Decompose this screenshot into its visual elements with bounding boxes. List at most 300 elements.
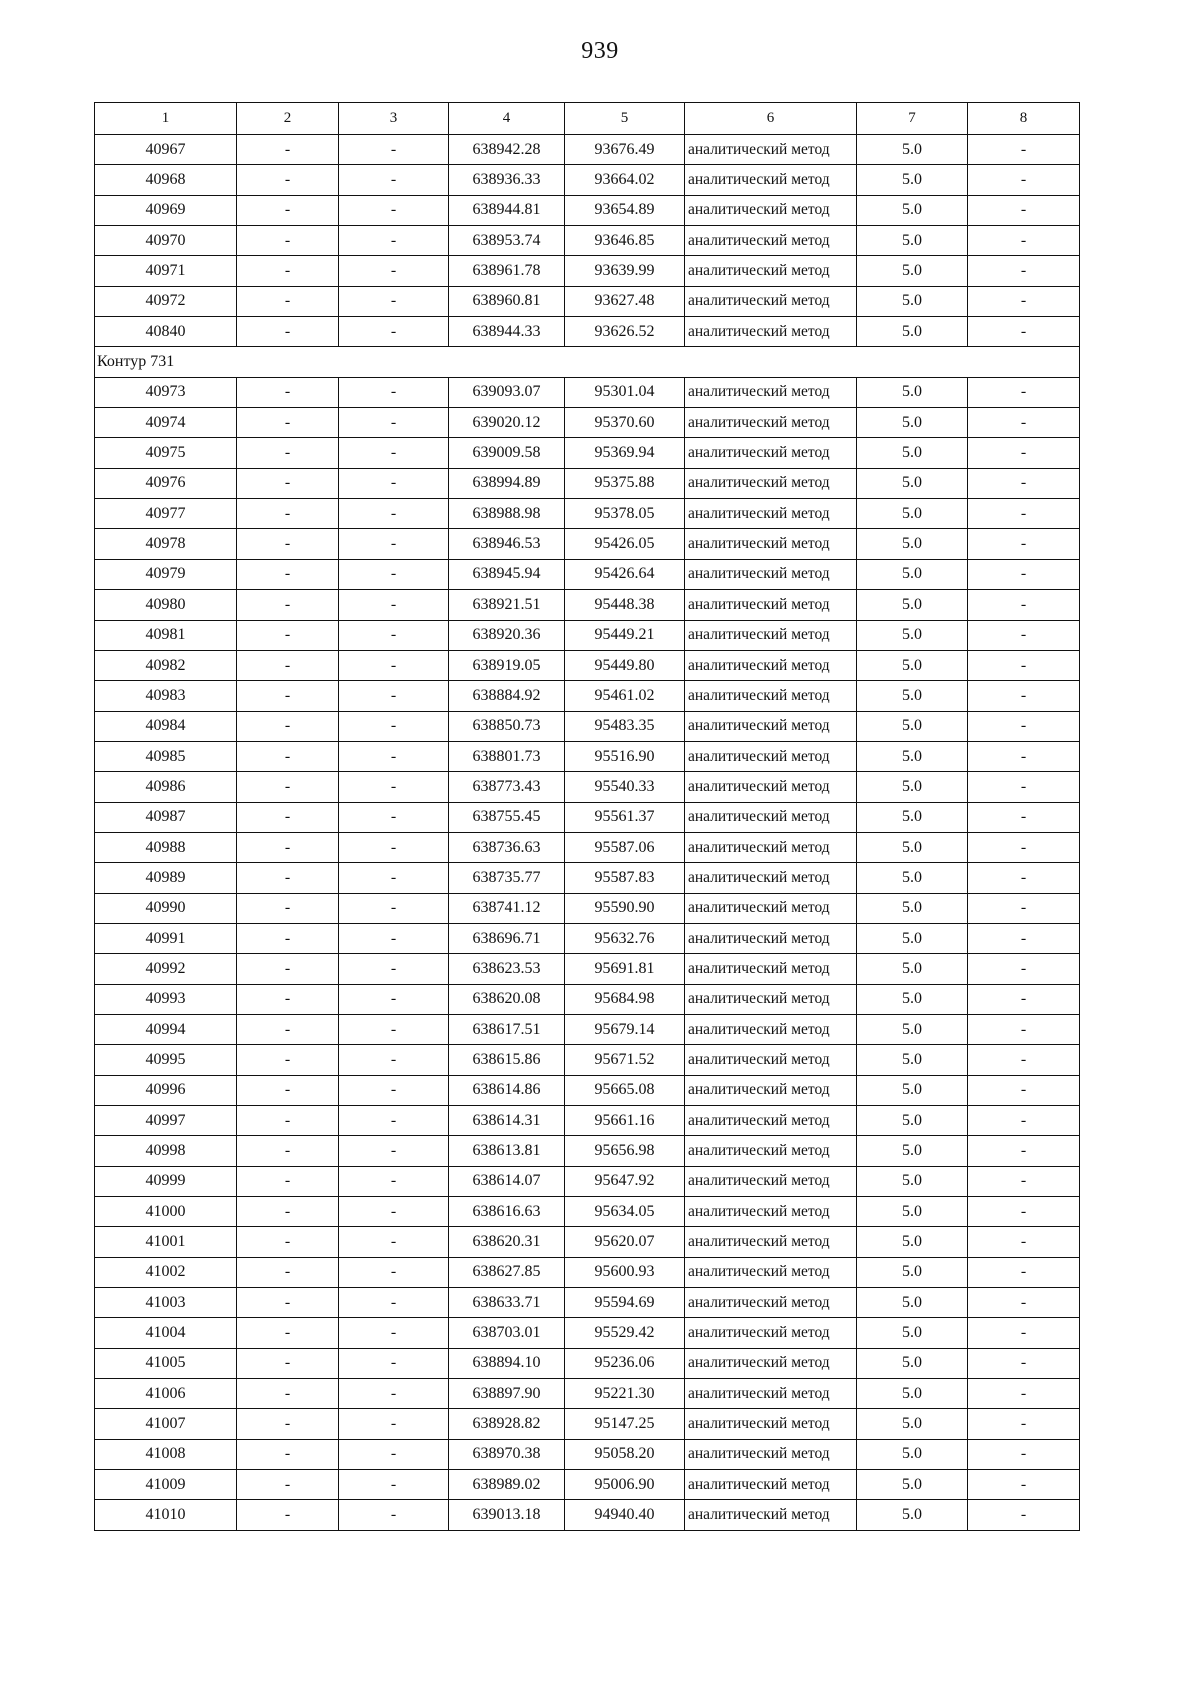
cell-coord-x: 638884.92 xyxy=(449,681,565,711)
cell-method: аналитический метод xyxy=(685,135,857,165)
cell-col-3: - xyxy=(339,1288,449,1318)
cell-col-8: - xyxy=(968,741,1080,771)
cell-col-2: - xyxy=(237,135,339,165)
cell-method: аналитический метод xyxy=(685,923,857,953)
cell-coord-y: 95375.88 xyxy=(565,468,685,498)
cell-accuracy: 5.0 xyxy=(857,832,968,862)
cell-col-8: - xyxy=(968,1197,1080,1227)
cell-col-2: - xyxy=(237,1227,339,1257)
cell-accuracy: 5.0 xyxy=(857,529,968,559)
cell-col-2: - xyxy=(237,286,339,316)
cell-col-3: - xyxy=(339,1257,449,1287)
cell-col-8: - xyxy=(968,256,1080,286)
cell-method: аналитический метод xyxy=(685,1166,857,1196)
cell-coord-x: 638613.81 xyxy=(449,1136,565,1166)
cell-point-number: 41002 xyxy=(95,1257,237,1287)
cell-accuracy: 5.0 xyxy=(857,195,968,225)
cell-col-2: - xyxy=(237,1166,339,1196)
cell-col-2: - xyxy=(237,1045,339,1075)
cell-coord-y: 95620.07 xyxy=(565,1227,685,1257)
cell-col-3: - xyxy=(339,802,449,832)
cell-col-2: - xyxy=(237,377,339,407)
cell-col-2: - xyxy=(237,1318,339,1348)
cell-point-number: 40991 xyxy=(95,923,237,953)
cell-col-3: - xyxy=(339,317,449,347)
cell-point-number: 40978 xyxy=(95,529,237,559)
cell-point-number: 40986 xyxy=(95,772,237,802)
cell-coord-y: 95147.25 xyxy=(565,1409,685,1439)
cell-accuracy: 5.0 xyxy=(857,377,968,407)
cell-col-3: - xyxy=(339,499,449,529)
cell-point-number: 40969 xyxy=(95,195,237,225)
cell-coord-y: 95561.37 xyxy=(565,802,685,832)
cell-coord-x: 638928.82 xyxy=(449,1409,565,1439)
cell-accuracy: 5.0 xyxy=(857,499,968,529)
table-row xyxy=(95,1379,1080,1409)
section-title: Контур 731 xyxy=(95,347,1080,377)
cell-coord-y: 95448.38 xyxy=(565,590,685,620)
cell-col-2: - xyxy=(237,863,339,893)
cell-col-8: - xyxy=(968,832,1080,862)
cell-col-8: - xyxy=(968,1379,1080,1409)
cell-coord-x: 638944.33 xyxy=(449,317,565,347)
cell-method: аналитический метод xyxy=(685,1500,857,1530)
cell-col-3: - xyxy=(339,772,449,802)
cell-point-number: 41003 xyxy=(95,1288,237,1318)
cell-point-number: 40983 xyxy=(95,681,237,711)
column-header-7: 7 xyxy=(857,103,968,135)
cell-coord-y: 95426.64 xyxy=(565,559,685,589)
cell-coord-y: 93646.85 xyxy=(565,226,685,256)
cell-point-number: 40994 xyxy=(95,1014,237,1044)
cell-col-3: - xyxy=(339,1227,449,1257)
cell-col-8: - xyxy=(968,1470,1080,1500)
table-row xyxy=(95,832,1080,862)
cell-coord-y: 95301.04 xyxy=(565,377,685,407)
table-row xyxy=(95,377,1080,407)
cell-method: аналитический метод xyxy=(685,1379,857,1409)
cell-accuracy: 5.0 xyxy=(857,468,968,498)
cell-method: аналитический метод xyxy=(685,954,857,984)
table-row xyxy=(95,741,1080,771)
table-row xyxy=(95,317,1080,347)
cell-point-number: 40989 xyxy=(95,863,237,893)
cell-accuracy: 5.0 xyxy=(857,1197,968,1227)
cell-coord-x: 638773.43 xyxy=(449,772,565,802)
cell-method: аналитический метод xyxy=(685,1045,857,1075)
cell-col-8: - xyxy=(968,1500,1080,1530)
cell-col-3: - xyxy=(339,832,449,862)
cell-method: аналитический метод xyxy=(685,681,857,711)
cell-col-2: - xyxy=(237,772,339,802)
cell-col-3: - xyxy=(339,377,449,407)
cell-col-8: - xyxy=(968,438,1080,468)
cell-method: аналитический метод xyxy=(685,1257,857,1287)
cell-accuracy: 5.0 xyxy=(857,1288,968,1318)
cell-col-8: - xyxy=(968,1257,1080,1287)
column-header-5: 5 xyxy=(565,103,685,135)
cell-method: аналитический метод xyxy=(685,1318,857,1348)
cell-col-3: - xyxy=(339,1439,449,1469)
cell-col-2: - xyxy=(237,468,339,498)
table-row xyxy=(95,1500,1080,1530)
cell-col-8: - xyxy=(968,620,1080,650)
cell-coord-y: 95647.92 xyxy=(565,1166,685,1196)
cell-point-number: 41000 xyxy=(95,1197,237,1227)
cell-accuracy: 5.0 xyxy=(857,438,968,468)
cell-col-3: - xyxy=(339,1014,449,1044)
table-row xyxy=(95,1439,1080,1469)
cell-col-8: - xyxy=(968,863,1080,893)
cell-coord-x: 638801.73 xyxy=(449,741,565,771)
cell-coord-x: 638919.05 xyxy=(449,650,565,680)
cell-method: аналитический метод xyxy=(685,832,857,862)
cell-coord-x: 638921.51 xyxy=(449,590,565,620)
cell-col-8: - xyxy=(968,286,1080,316)
cell-coord-x: 638620.31 xyxy=(449,1227,565,1257)
cell-method: аналитический метод xyxy=(685,1075,857,1105)
cell-point-number: 40997 xyxy=(95,1106,237,1136)
cell-method: аналитический метод xyxy=(685,772,857,802)
cell-point-number: 40985 xyxy=(95,741,237,771)
cell-col-8: - xyxy=(968,772,1080,802)
cell-col-8: - xyxy=(968,1318,1080,1348)
table-row xyxy=(95,1166,1080,1196)
cell-accuracy: 5.0 xyxy=(857,1106,968,1136)
cell-coord-y: 95590.90 xyxy=(565,893,685,923)
cell-accuracy: 5.0 xyxy=(857,863,968,893)
column-header-3: 3 xyxy=(339,103,449,135)
cell-method: аналитический метод xyxy=(685,741,857,771)
cell-col-2: - xyxy=(237,1409,339,1439)
cell-col-8: - xyxy=(968,1014,1080,1044)
cell-point-number: 40980 xyxy=(95,590,237,620)
table-row xyxy=(95,650,1080,680)
cell-coord-y: 93664.02 xyxy=(565,165,685,195)
cell-point-number: 40998 xyxy=(95,1136,237,1166)
cell-coord-y: 95691.81 xyxy=(565,954,685,984)
cell-coord-x: 638942.28 xyxy=(449,135,565,165)
cell-coord-x: 638741.12 xyxy=(449,893,565,923)
cell-col-3: - xyxy=(339,408,449,438)
cell-coord-y: 95058.20 xyxy=(565,1439,685,1469)
cell-col-8: - xyxy=(968,1348,1080,1378)
cell-point-number: 40973 xyxy=(95,377,237,407)
cell-method: аналитический метод xyxy=(685,1288,857,1318)
coordinates-table xyxy=(94,102,1080,1531)
cell-col-2: - xyxy=(237,1106,339,1136)
cell-coord-x: 638945.94 xyxy=(449,559,565,589)
cell-method: аналитический метод xyxy=(685,620,857,650)
cell-col-3: - xyxy=(339,1106,449,1136)
cell-col-8: - xyxy=(968,1106,1080,1136)
cell-accuracy: 5.0 xyxy=(857,772,968,802)
cell-coord-y: 95661.16 xyxy=(565,1106,685,1136)
cell-accuracy: 5.0 xyxy=(857,1136,968,1166)
cell-accuracy: 5.0 xyxy=(857,1014,968,1044)
cell-point-number: 40972 xyxy=(95,286,237,316)
cell-coord-x: 639009.58 xyxy=(449,438,565,468)
table-row xyxy=(95,468,1080,498)
cell-accuracy: 5.0 xyxy=(857,165,968,195)
table-row xyxy=(95,1136,1080,1166)
cell-method: аналитический метод xyxy=(685,1136,857,1166)
cell-coord-x: 638614.07 xyxy=(449,1166,565,1196)
cell-col-3: - xyxy=(339,559,449,589)
column-header-2: 2 xyxy=(237,103,339,135)
table-row xyxy=(95,1257,1080,1287)
cell-method: аналитический метод xyxy=(685,377,857,407)
cell-coord-y: 95483.35 xyxy=(565,711,685,741)
cell-coord-x: 638994.89 xyxy=(449,468,565,498)
cell-col-2: - xyxy=(237,1075,339,1105)
cell-coord-y: 95665.08 xyxy=(565,1075,685,1105)
cell-col-3: - xyxy=(339,438,449,468)
cell-col-3: - xyxy=(339,1348,449,1378)
cell-method: аналитический метод xyxy=(685,1014,857,1044)
cell-coord-y: 95634.05 xyxy=(565,1197,685,1227)
cell-method: аналитический метод xyxy=(685,863,857,893)
cell-point-number: 40968 xyxy=(95,165,237,195)
cell-point-number: 40976 xyxy=(95,468,237,498)
table-row xyxy=(95,408,1080,438)
cell-coord-y: 95370.60 xyxy=(565,408,685,438)
cell-coord-y: 93626.52 xyxy=(565,317,685,347)
table-row xyxy=(95,256,1080,286)
cell-coord-x: 638920.36 xyxy=(449,620,565,650)
cell-point-number: 41010 xyxy=(95,1500,237,1530)
cell-col-8: - xyxy=(968,529,1080,559)
cell-col-3: - xyxy=(339,923,449,953)
cell-col-2: - xyxy=(237,529,339,559)
cell-point-number: 40999 xyxy=(95,1166,237,1196)
cell-point-number: 41009 xyxy=(95,1470,237,1500)
cell-col-3: - xyxy=(339,681,449,711)
cell-accuracy: 5.0 xyxy=(857,1075,968,1105)
cell-method: аналитический метод xyxy=(685,286,857,316)
table-row xyxy=(95,499,1080,529)
cell-coord-x: 638960.81 xyxy=(449,286,565,316)
cell-col-8: - xyxy=(968,954,1080,984)
cell-col-3: - xyxy=(339,468,449,498)
cell-col-3: - xyxy=(339,863,449,893)
cell-col-8: - xyxy=(968,893,1080,923)
cell-col-2: - xyxy=(237,226,339,256)
cell-accuracy: 5.0 xyxy=(857,1227,968,1257)
table-row xyxy=(95,954,1080,984)
cell-coord-x: 638961.78 xyxy=(449,256,565,286)
cell-col-2: - xyxy=(237,438,339,468)
cell-col-8: - xyxy=(968,1409,1080,1439)
cell-coord-x: 638703.01 xyxy=(449,1318,565,1348)
cell-point-number: 40993 xyxy=(95,984,237,1014)
cell-coord-y: 95516.90 xyxy=(565,741,685,771)
cell-col-3: - xyxy=(339,893,449,923)
cell-coord-x: 638897.90 xyxy=(449,1379,565,1409)
cell-accuracy: 5.0 xyxy=(857,1409,968,1439)
cell-coord-y: 94940.40 xyxy=(565,1500,685,1530)
cell-coord-y: 95426.05 xyxy=(565,529,685,559)
table-row xyxy=(95,226,1080,256)
cell-accuracy: 5.0 xyxy=(857,1318,968,1348)
table-row xyxy=(95,893,1080,923)
table-row xyxy=(95,802,1080,832)
cell-point-number: 40971 xyxy=(95,256,237,286)
cell-col-8: - xyxy=(968,711,1080,741)
page-number: 939 xyxy=(581,38,619,64)
table-row xyxy=(95,165,1080,195)
cell-coord-y: 95600.93 xyxy=(565,1257,685,1287)
cell-coord-y: 93627.48 xyxy=(565,286,685,316)
cell-method: аналитический метод xyxy=(685,1227,857,1257)
cell-accuracy: 5.0 xyxy=(857,1348,968,1378)
cell-method: аналитический метод xyxy=(685,559,857,589)
cell-col-3: - xyxy=(339,590,449,620)
cell-coord-y: 95540.33 xyxy=(565,772,685,802)
cell-accuracy: 5.0 xyxy=(857,1500,968,1530)
cell-point-number: 41005 xyxy=(95,1348,237,1378)
cell-point-number: 41007 xyxy=(95,1409,237,1439)
cell-coord-y: 95461.02 xyxy=(565,681,685,711)
cell-coord-y: 95671.52 xyxy=(565,1045,685,1075)
cell-point-number: 41001 xyxy=(95,1227,237,1257)
table-row xyxy=(95,286,1080,316)
cell-coord-y: 95378.05 xyxy=(565,499,685,529)
cell-method: аналитический метод xyxy=(685,1409,857,1439)
cell-col-8: - xyxy=(968,1439,1080,1469)
cell-col-3: - xyxy=(339,1075,449,1105)
column-header-6: 6 xyxy=(685,103,857,135)
table-row xyxy=(95,529,1080,559)
cell-coord-x: 638623.53 xyxy=(449,954,565,984)
cell-col-8: - xyxy=(968,317,1080,347)
cell-coord-y: 95221.30 xyxy=(565,1379,685,1409)
cell-col-8: - xyxy=(968,984,1080,1014)
table-row xyxy=(95,1288,1080,1318)
cell-col-3: - xyxy=(339,741,449,771)
table-row xyxy=(95,1348,1080,1378)
table-row xyxy=(95,1014,1080,1044)
cell-accuracy: 5.0 xyxy=(857,984,968,1014)
cell-accuracy: 5.0 xyxy=(857,1257,968,1287)
cell-col-3: - xyxy=(339,1470,449,1500)
cell-method: аналитический метод xyxy=(685,984,857,1014)
cell-col-3: - xyxy=(339,1318,449,1348)
cell-col-2: - xyxy=(237,1197,339,1227)
cell-method: аналитический метод xyxy=(685,408,857,438)
column-header-4: 4 xyxy=(449,103,565,135)
cell-accuracy: 5.0 xyxy=(857,802,968,832)
cell-col-2: - xyxy=(237,893,339,923)
table-row xyxy=(95,923,1080,953)
cell-coord-x: 639013.18 xyxy=(449,1500,565,1530)
cell-col-2: - xyxy=(237,650,339,680)
cell-coord-x: 638616.63 xyxy=(449,1197,565,1227)
cell-accuracy: 5.0 xyxy=(857,1439,968,1469)
table-row xyxy=(95,772,1080,802)
cell-coord-y: 95529.42 xyxy=(565,1318,685,1348)
cell-accuracy: 5.0 xyxy=(857,620,968,650)
cell-point-number: 40970 xyxy=(95,226,237,256)
cell-coord-x: 638936.33 xyxy=(449,165,565,195)
cell-col-8: - xyxy=(968,1075,1080,1105)
cell-accuracy: 5.0 xyxy=(857,559,968,589)
table-row xyxy=(95,620,1080,650)
cell-col-2: - xyxy=(237,802,339,832)
cell-col-3: - xyxy=(339,256,449,286)
cell-col-8: - xyxy=(968,408,1080,438)
cell-method: аналитический метод xyxy=(685,499,857,529)
cell-col-8: - xyxy=(968,559,1080,589)
cell-coord-y: 95236.06 xyxy=(565,1348,685,1378)
cell-coord-y: 95656.98 xyxy=(565,1136,685,1166)
cell-accuracy: 5.0 xyxy=(857,711,968,741)
cell-accuracy: 5.0 xyxy=(857,741,968,771)
cell-col-8: - xyxy=(968,923,1080,953)
cell-col-3: - xyxy=(339,1166,449,1196)
cell-coord-x: 638614.86 xyxy=(449,1075,565,1105)
cell-col-2: - xyxy=(237,923,339,953)
section-title-row xyxy=(95,347,1080,377)
cell-col-8: - xyxy=(968,1227,1080,1257)
cell-coord-y: 93654.89 xyxy=(565,195,685,225)
cell-col-2: - xyxy=(237,256,339,286)
cell-point-number: 41004 xyxy=(95,1318,237,1348)
cell-col-2: - xyxy=(237,499,339,529)
cell-col-2: - xyxy=(237,1500,339,1530)
table-row xyxy=(95,195,1080,225)
cell-coord-x: 638953.74 xyxy=(449,226,565,256)
cell-method: аналитический метод xyxy=(685,802,857,832)
cell-point-number: 40974 xyxy=(95,408,237,438)
cell-col-8: - xyxy=(968,590,1080,620)
cell-method: аналитический метод xyxy=(685,256,857,286)
cell-method: аналитический метод xyxy=(685,1470,857,1500)
table-row xyxy=(95,1106,1080,1136)
cell-col-2: - xyxy=(237,1470,339,1500)
cell-col-2: - xyxy=(237,984,339,1014)
cell-accuracy: 5.0 xyxy=(857,256,968,286)
cell-col-3: - xyxy=(339,529,449,559)
cell-col-2: - xyxy=(237,681,339,711)
cell-method: аналитический метод xyxy=(685,711,857,741)
cell-col-8: - xyxy=(968,135,1080,165)
cell-method: аналитический метод xyxy=(685,468,857,498)
cell-accuracy: 5.0 xyxy=(857,317,968,347)
cell-coord-x: 638755.45 xyxy=(449,802,565,832)
cell-point-number: 40977 xyxy=(95,499,237,529)
cell-method: аналитический метод xyxy=(685,226,857,256)
cell-point-number: 41008 xyxy=(95,1439,237,1469)
cell-method: аналитический метод xyxy=(685,1106,857,1136)
cell-col-2: - xyxy=(237,1439,339,1469)
table-row xyxy=(95,438,1080,468)
cell-coord-x: 638617.51 xyxy=(449,1014,565,1044)
cell-col-3: - xyxy=(339,286,449,316)
cell-accuracy: 5.0 xyxy=(857,681,968,711)
cell-point-number: 40996 xyxy=(95,1075,237,1105)
cell-accuracy: 5.0 xyxy=(857,1470,968,1500)
cell-coord-x: 638736.63 xyxy=(449,832,565,862)
cell-col-2: - xyxy=(237,711,339,741)
cell-accuracy: 5.0 xyxy=(857,1379,968,1409)
cell-coord-y: 95006.90 xyxy=(565,1470,685,1500)
cell-accuracy: 5.0 xyxy=(857,226,968,256)
cell-coord-y: 95632.76 xyxy=(565,923,685,953)
cell-col-8: - xyxy=(968,1288,1080,1318)
cell-accuracy: 5.0 xyxy=(857,893,968,923)
cell-col-8: - xyxy=(968,226,1080,256)
